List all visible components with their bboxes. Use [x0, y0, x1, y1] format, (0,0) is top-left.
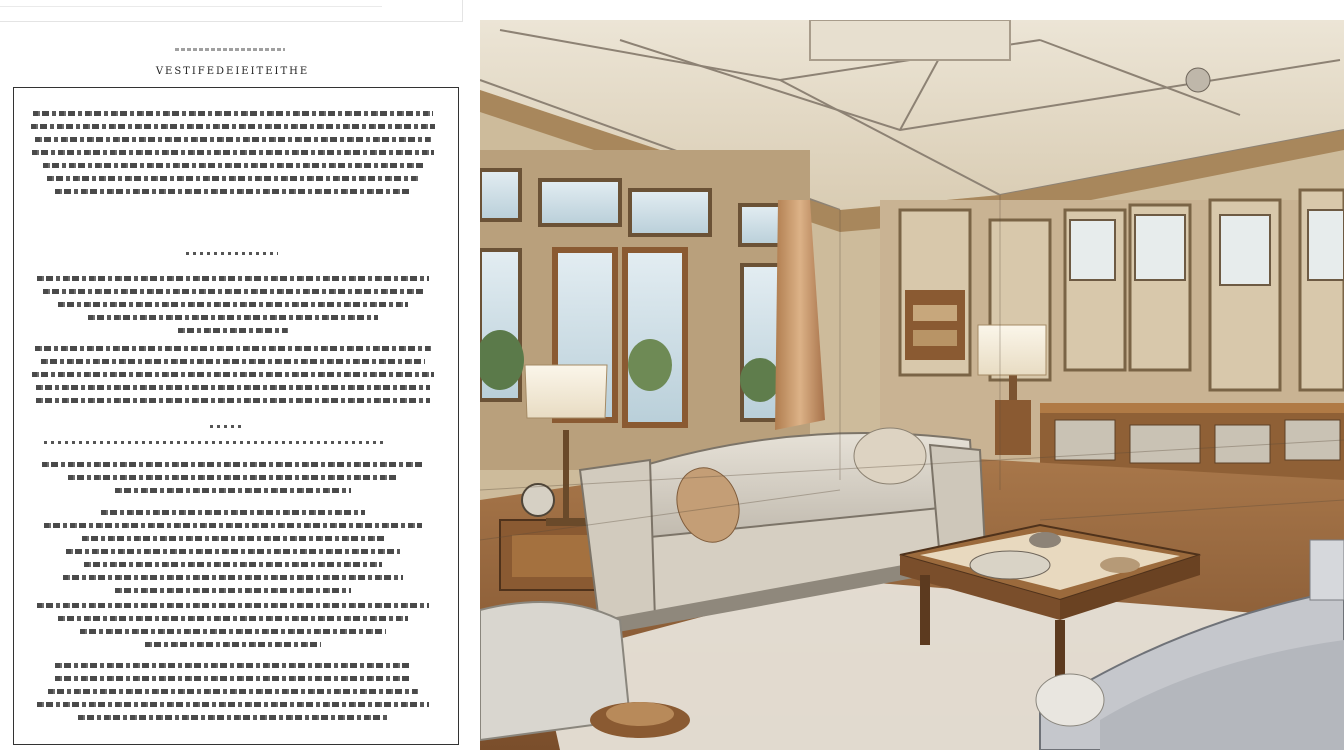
document-paragraph [30, 346, 436, 411]
living-room-illustration [480, 20, 1344, 750]
document-page [0, 0, 463, 750]
wall-panels [900, 190, 1344, 390]
foreground-bowl [590, 702, 690, 738]
section-divider [44, 441, 384, 444]
ceiling-fixture [1186, 68, 1210, 92]
document-paragraph [30, 462, 436, 501]
section-ornament [210, 425, 244, 428]
document-paragraph [30, 603, 436, 655]
document-paragraph [30, 111, 436, 202]
document-paragraph [30, 663, 436, 728]
section-divider [186, 252, 278, 255]
document-top-bar [0, 0, 463, 22]
bookshelf [905, 290, 965, 360]
living-room-drawing [480, 20, 1344, 750]
document-small-header [175, 48, 285, 51]
document-paragraph [30, 276, 436, 341]
document-heading: VESTIFEDEIEITEITHE [155, 66, 310, 77]
document-paragraph [30, 510, 436, 601]
